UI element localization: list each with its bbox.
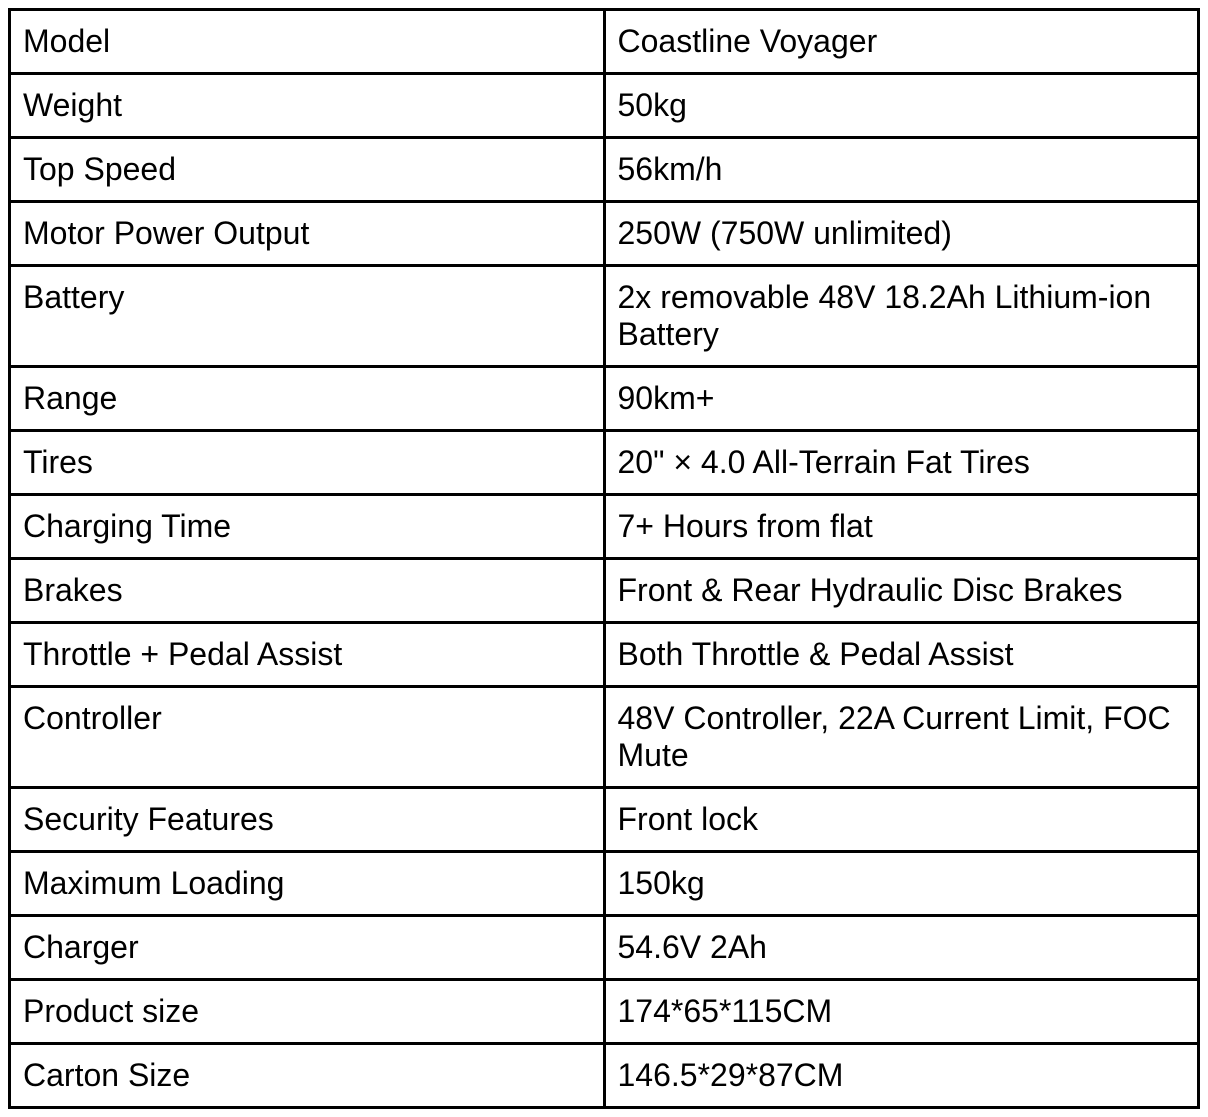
spec-row: [10, 495, 1199, 559]
spec-value: Both Throttle & Pedal Assist: [604, 623, 1199, 687]
spec-label: Product size: [10, 980, 605, 1044]
spec-row: [10, 1044, 1199, 1108]
spec-table: [8, 8, 1200, 1109]
spec-value: 174*65*115CM: [604, 980, 1199, 1044]
spec-label: Range: [10, 367, 605, 431]
spec-value: 146.5*29*87CM: [604, 1044, 1199, 1108]
spec-label: Top Speed: [10, 138, 605, 202]
spec-label: Security Features: [10, 788, 605, 852]
spec-value: 56km/h: [604, 138, 1199, 202]
spec-table-body: [10, 10, 1199, 1108]
spec-value: 48V Controller, 22A Current Limit, FOC Mute: [604, 687, 1199, 788]
spec-label: Tires: [10, 431, 605, 495]
spec-row: [10, 138, 1199, 202]
spec-value: 150kg: [604, 852, 1199, 916]
spec-value: 50kg: [604, 74, 1199, 138]
spec-label: Controller: [10, 687, 605, 788]
spec-label: Weight: [10, 74, 605, 138]
spec-label: Carton Size: [10, 1044, 605, 1108]
spec-label: Throttle + Pedal Assist: [10, 623, 605, 687]
spec-value: 250W (750W unlimited): [604, 202, 1199, 266]
spec-label: Charging Time: [10, 495, 605, 559]
spec-row: [10, 788, 1199, 852]
spec-label: Motor Power Output: [10, 202, 605, 266]
spec-value: Front & Rear Hydraulic Disc Brakes: [604, 559, 1199, 623]
spec-row: [10, 916, 1199, 980]
spec-value: 90km+: [604, 367, 1199, 431]
spec-label: Charger: [10, 916, 605, 980]
spec-value: Front lock: [604, 788, 1199, 852]
spec-row: [10, 74, 1199, 138]
spec-row: [10, 202, 1199, 266]
spec-label: Battery: [10, 266, 605, 367]
spec-row: [10, 367, 1199, 431]
spec-row: [10, 559, 1199, 623]
spec-value: 2x removable 48V 18.2Ah Lithium-ion Battery: [604, 266, 1199, 367]
spec-row: [10, 431, 1199, 495]
spec-value: Coastline Voyager: [604, 10, 1199, 74]
spec-label: Model: [10, 10, 605, 74]
spec-label: Maximum Loading: [10, 852, 605, 916]
spec-row: [10, 10, 1199, 74]
spec-row: [10, 980, 1199, 1044]
spec-value: 54.6V 2Ah: [604, 916, 1199, 980]
spec-value: 7+ Hours from flat: [604, 495, 1199, 559]
spec-row: [10, 623, 1199, 687]
spec-row: [10, 852, 1199, 916]
spec-value: 20" × 4.0 All-Terrain Fat Tires: [604, 431, 1199, 495]
spec-row: [10, 266, 1199, 367]
spec-label: Brakes: [10, 559, 605, 623]
spec-row: [10, 687, 1199, 788]
